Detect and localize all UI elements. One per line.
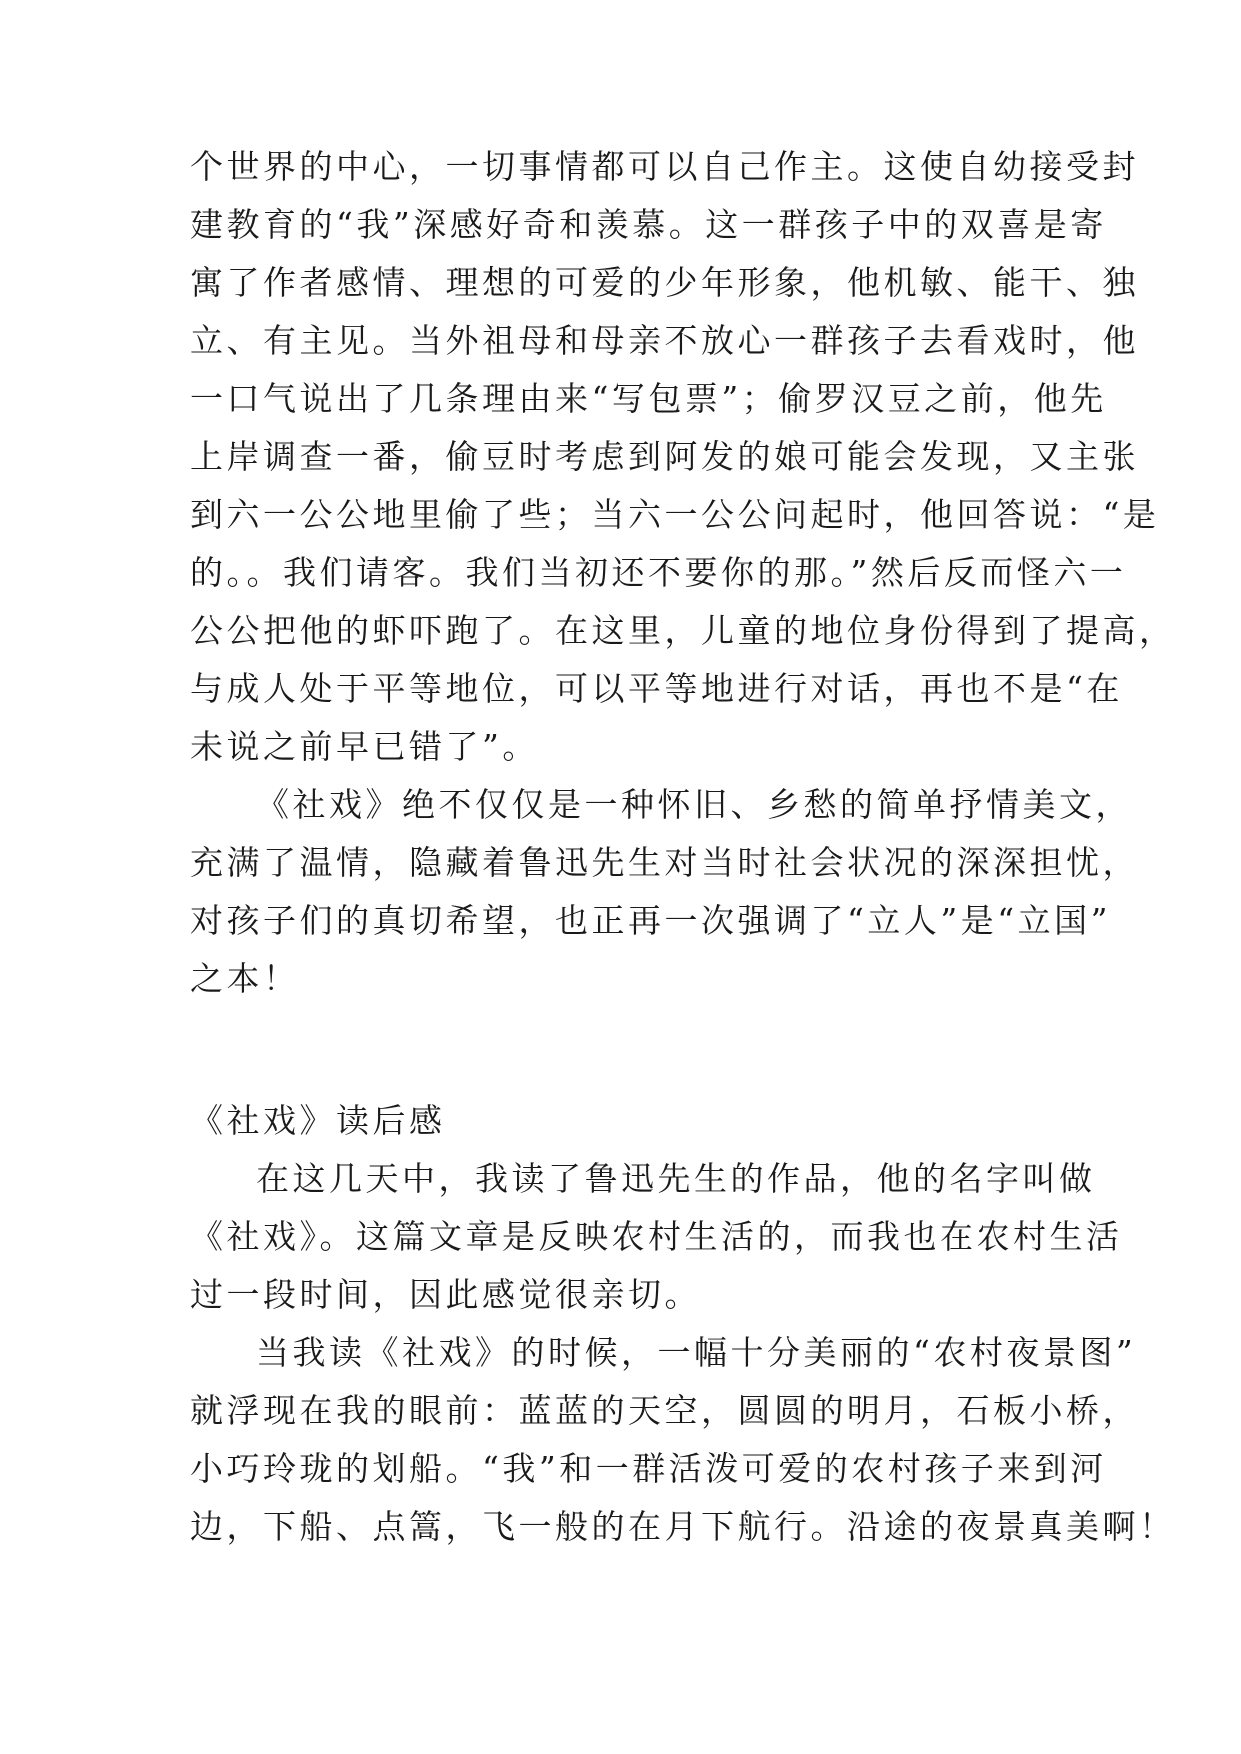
text-line: 边，下船、点篙，飞一般的在月下航行。沿途的夜景真美啊！: [190, 1507, 1176, 1546]
text-line: 寓了作者感情、理想的可爱的少年形象，他机敏、能干、独: [190, 263, 1139, 302]
text-line: 过一段时间，因此感觉很亲切。: [190, 1275, 701, 1314]
text-line: 在这几天中，我读了鲁迅先生的作品，他的名字叫做: [256, 1159, 1096, 1198]
text-line: 到六一公公地里偷了些；当六一公公问起时，他回答说：“是: [190, 495, 1160, 534]
text-line: 一口气说出了几条理由来“写包票”；偷罗汉豆之前，他先: [190, 379, 1107, 418]
text-line: 充满了温情，隐藏着鲁迅先生对当时社会状况的深深担忧，: [190, 843, 1139, 882]
section-title-block: [190, 1092, 1056, 1150]
text-line: 立、有主见。当外祖母和母亲不放心一群孩子去看戏时，他: [190, 321, 1139, 360]
text-line: 建教育的“我”深感好奇和羡慕。这一群孩子中的双喜是寄: [190, 205, 1107, 244]
text-line: 《社戏》。这篇文章是反映农村生活的，而我也在农村生活: [190, 1217, 1123, 1256]
text-line: 的。。我们请客。我们当初还不要你的那。”然后反而怪六一: [190, 553, 1127, 592]
text-line: 上岸调查一番，偷豆时考虑到阿发的娘可能会发现，又主张: [190, 437, 1139, 476]
text-line: 未说之前早已错了”。: [190, 727, 539, 766]
paragraph-conclusion: [190, 776, 1139, 1008]
paragraph-intro: [190, 1150, 1123, 1324]
text-line: 就浮现在我的眼前：蓝蓝的天空，圆圆的明月，石板小桥，: [190, 1391, 1139, 1430]
text-line: 公公把他的虾吓跑了。在这里，儿童的地位身份得到了提高，: [190, 611, 1176, 650]
text-line: 《社戏》绝不仅仅是一种怀旧、乡愁的简单抒情美文，: [256, 785, 1132, 824]
paragraph-continued: [190, 138, 1176, 776]
text-line: 个世界的中心，一切事情都可以自己作主。这使自幼接受封: [190, 147, 1139, 186]
text-line: 之本！: [190, 959, 300, 998]
section-title: 《社戏》读后感: [190, 1101, 446, 1140]
document-page: [190, 0, 1176, 1754]
paragraph-night-scene: [190, 1324, 1176, 1556]
text-line: 当我读《社戏》的时候，一幅十分美丽的“农村夜景图”: [256, 1333, 1137, 1372]
text-line: 与成人处于平等地位，可以平等地进行对话，再也不是“在: [190, 669, 1123, 708]
text-line: 小巧玲珑的划船。“我”和一群活泼可爱的农村孩子来到河: [190, 1449, 1107, 1488]
text-line: 对孩子们的真切希望，也正再一次强调了“立人”是“立国”: [190, 901, 1111, 940]
